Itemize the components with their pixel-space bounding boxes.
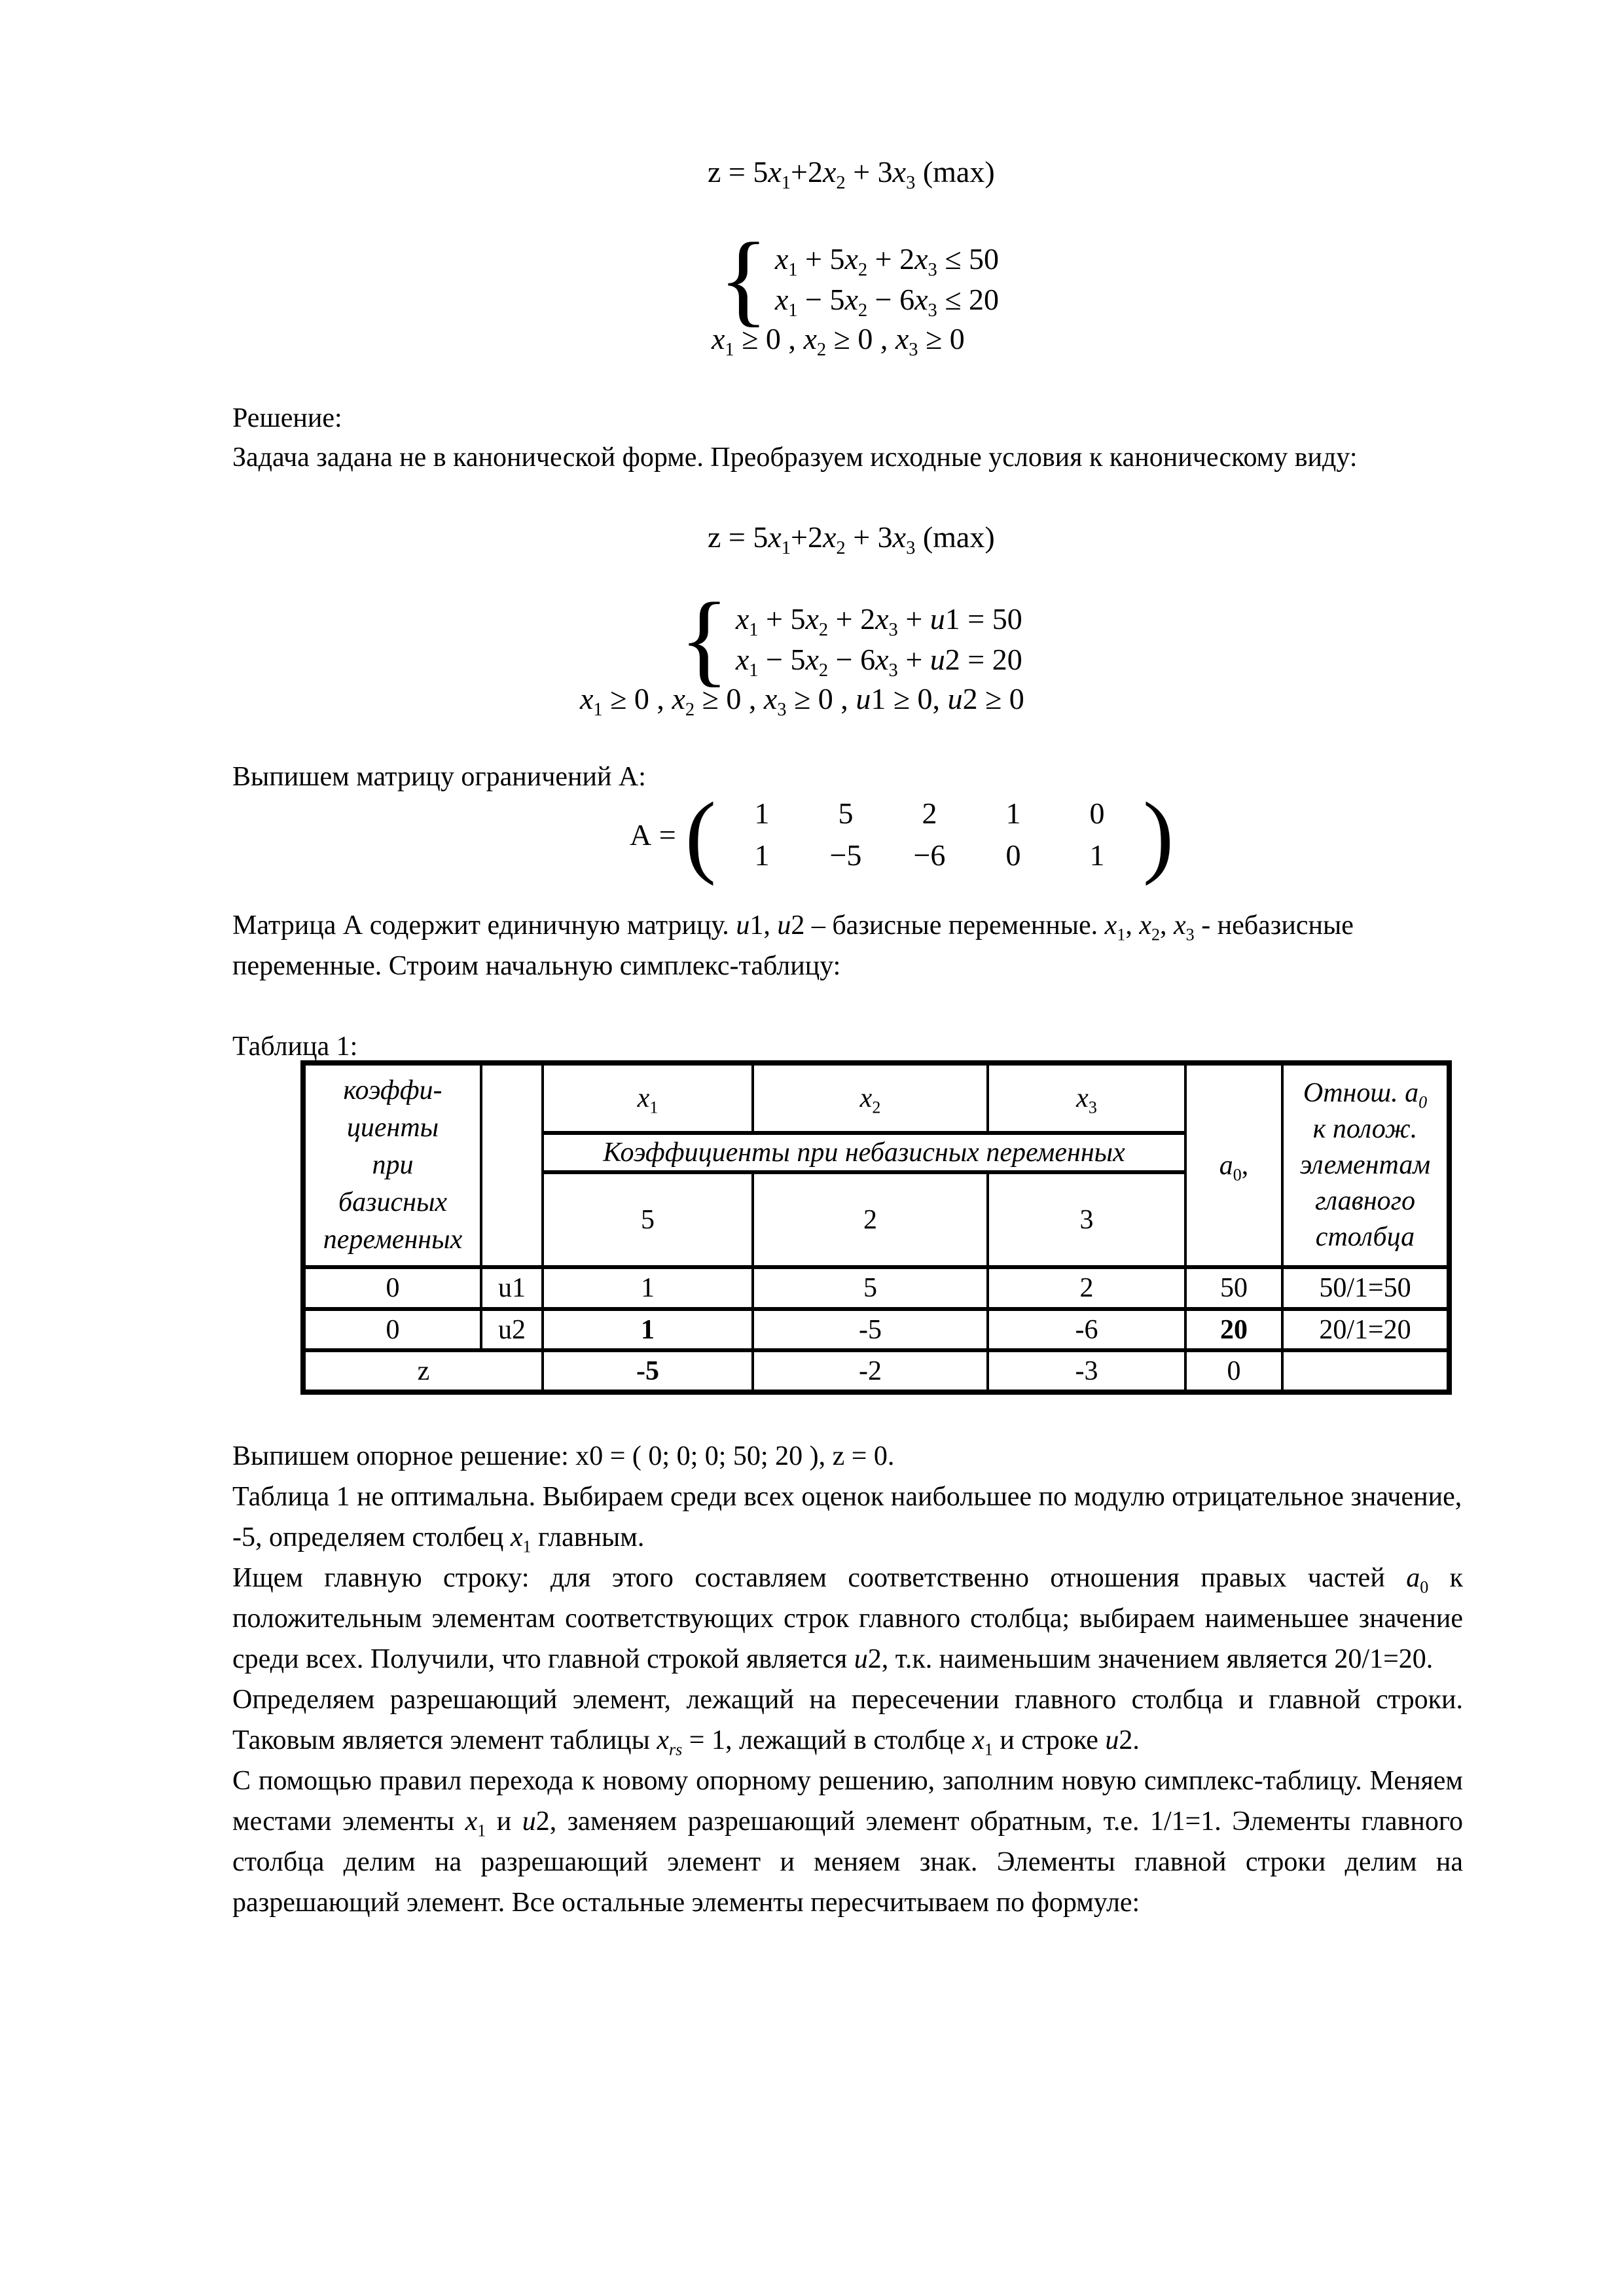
- matrix-cell: 1: [1005, 797, 1021, 830]
- header-line: циенты: [346, 1113, 439, 1143]
- constraint-2-2: $x_1 - 5x_2 - 6x_3 + u2 = 20$: [735, 643, 1022, 681]
- header-line: элементам: [1299, 1150, 1431, 1180]
- header-x1: $x_1$: [543, 1063, 753, 1133]
- cell: u1: [481, 1267, 543, 1309]
- cell: -2: [753, 1350, 988, 1392]
- right-paren-icon: ): [1142, 783, 1174, 886]
- constraint-1-1: $x_1 + 5x_2 + 2x_3 \le 50$: [774, 242, 1000, 281]
- solution-heading: Решение:: [232, 403, 342, 433]
- cell: 5: [753, 1267, 988, 1309]
- header-line: базисных: [338, 1187, 448, 1217]
- matrix-heading: Выпишем матрицу ограничений А:: [232, 762, 646, 792]
- nonnegativity-1: $x_1 \ge 0$ , $x_2 \ge 0$ , $x_3 \ge 0$: [712, 322, 965, 361]
- cell: 20/1=20: [1282, 1309, 1449, 1350]
- matrix-values: [720, 793, 1139, 876]
- matrix-cell: 1: [754, 838, 770, 872]
- header-line: главного: [1314, 1186, 1416, 1216]
- table-row-z: [303, 1350, 1449, 1392]
- header-line: при: [372, 1150, 414, 1180]
- cell: 1: [543, 1267, 753, 1309]
- basis-paragraph: Матрица А содержит единичную матрицу. u1, u2 – базисные переменные. $x_1$, $x_2$, $x_3$ - небазисные переменные. Строим начальную симплекс-таблицу:: [232, 910, 1354, 981]
- table-row-u1: [303, 1267, 1449, 1309]
- cell: 0: [303, 1267, 481, 1309]
- matrix-cell: 2: [922, 797, 937, 830]
- header-line: переменных: [323, 1225, 463, 1255]
- cell: 0: [1185, 1350, 1282, 1392]
- header-line: к полож.: [1312, 1114, 1418, 1144]
- table-row-u2: [303, 1309, 1449, 1350]
- constraint-system-2: [679, 582, 1022, 696]
- support-solution-paragraph: Выпишем опорное решение: x0 = ( 0; 0; 0; 50; 20 ), z = 0.: [232, 1441, 895, 1471]
- header-line: Отнош. $a_0$: [1303, 1078, 1428, 1112]
- matrix-cell: −5: [829, 838, 862, 872]
- pivot-element-cell: 1: [543, 1309, 753, 1350]
- table-header-row: [303, 1063, 1449, 1133]
- header-x3: $x_3$: [988, 1063, 1185, 1133]
- objective-formula: $z = 5x_1+2x_2 + 3x_3$ (max): [708, 155, 995, 194]
- matrix-cell: 5: [838, 797, 854, 830]
- subheader-x1: 5: [543, 1172, 753, 1267]
- cell: -3: [988, 1350, 1185, 1392]
- matrix-cell: −6: [913, 838, 946, 872]
- left-brace-icon: {: [719, 222, 768, 336]
- subheader-x2: 2: [753, 1172, 988, 1267]
- header-line: столбца: [1315, 1222, 1415, 1252]
- header-x2: $x_2$: [753, 1063, 988, 1133]
- matrix-cell: 1: [1089, 838, 1105, 872]
- cell: -5: [543, 1350, 753, 1392]
- constraint-2-1: $x_1 + 5x_2 + 2x_3 + u1 = 50$: [735, 602, 1022, 641]
- header-line: коэффи-: [343, 1075, 442, 1105]
- simplex-table: [300, 1060, 1452, 1395]
- cell: 20: [1185, 1309, 1282, 1350]
- analysis-text: [232, 1436, 1463, 1923]
- left-brace-icon: {: [679, 582, 729, 696]
- left-paren-icon: (: [685, 783, 716, 886]
- not-optimal-paragraph: Таблица 1 не оптимальна. Выбираем среди всех оценок наибольшее по модулю отрицательное значение, -5, определяем столбец $x_1$ главным.: [232, 1482, 1462, 1556]
- subheader-x3: 3: [988, 1172, 1185, 1267]
- pivot-element-paragraph: Определяем разрешающий элемент, лежащий на пересечении главного столбца и главной строки. Таковым является элемент таблицы $x_{rs} = 1$, лежащий в столбце $x_1$ и строке u2.: [232, 1685, 1463, 1759]
- header-a0: $a_0$,: [1185, 1063, 1282, 1267]
- header-basis-name-column: [481, 1063, 543, 1267]
- cell: 50: [1185, 1267, 1282, 1309]
- cell: 2: [988, 1267, 1185, 1309]
- matrix-cell: 0: [1005, 838, 1021, 872]
- constraint-system-1: [719, 222, 1000, 336]
- z-label-cell: z: [303, 1350, 543, 1392]
- constraint-matrix: [630, 783, 1174, 886]
- cell: [1282, 1350, 1449, 1392]
- objective-formula-canonical: $z = 5x_1+2x_2 + 3x_3$ (max): [708, 520, 995, 559]
- matrix-prefix: А =: [630, 817, 676, 852]
- cell: -5: [753, 1309, 988, 1350]
- pivot-row-paragraph: Ищем главную строку: для этого составляем соответственно отношения правых частей $a_0$ к положительным элементам соответствующих строк главного столбца; выбираем наименьшее значение среди всех. Получили, что главной строкой является u2, т.к. наименьшим значением является 20/1=20.: [232, 1563, 1464, 1674]
- header-ratio: [1282, 1063, 1449, 1267]
- transition-paragraph: С помощью правил перехода к новому опорному решению, заполним новую симплекс-таблицу. Меняем местами элементы $x_1$ и u2, заменяем разрешающий элемент обратным, т.е. 1/1=1. Элементы главного столбца делим на разрешающий элемент и меняем знак. Элементы главной строки делим на разрешающий элемент. Все остальные элементы пересчитываем по формуле:: [232, 1766, 1463, 1918]
- header-basis-coefficients: [303, 1063, 481, 1267]
- cell: u2: [481, 1309, 543, 1350]
- cell: 0: [303, 1309, 481, 1350]
- matrix-cell: 0: [1089, 797, 1105, 830]
- cell: 50/1=50: [1282, 1267, 1449, 1309]
- matrix-cell: 1: [754, 797, 770, 830]
- nonnegativity-2: $x_1 \ge 0$ , $x_2 \ge 0$ , $x_3 \ge 0$ , u1 ≥ 0, u2 ≥ 0: [580, 682, 1024, 721]
- cell: -6: [988, 1309, 1185, 1350]
- nonbasic-coefficients-band: Коэффициенты при небазисных переменных: [543, 1133, 1185, 1172]
- canonical-paragraph: Задача задана не в канонической форме. Преобразуем исходные условия к каноническому виду:: [232, 442, 1358, 473]
- constraint-1-2: $x_1 - 5x_2 - 6x_3 \le 20$: [774, 283, 1000, 321]
- table-caption: Таблица 1:: [232, 1031, 358, 1062]
